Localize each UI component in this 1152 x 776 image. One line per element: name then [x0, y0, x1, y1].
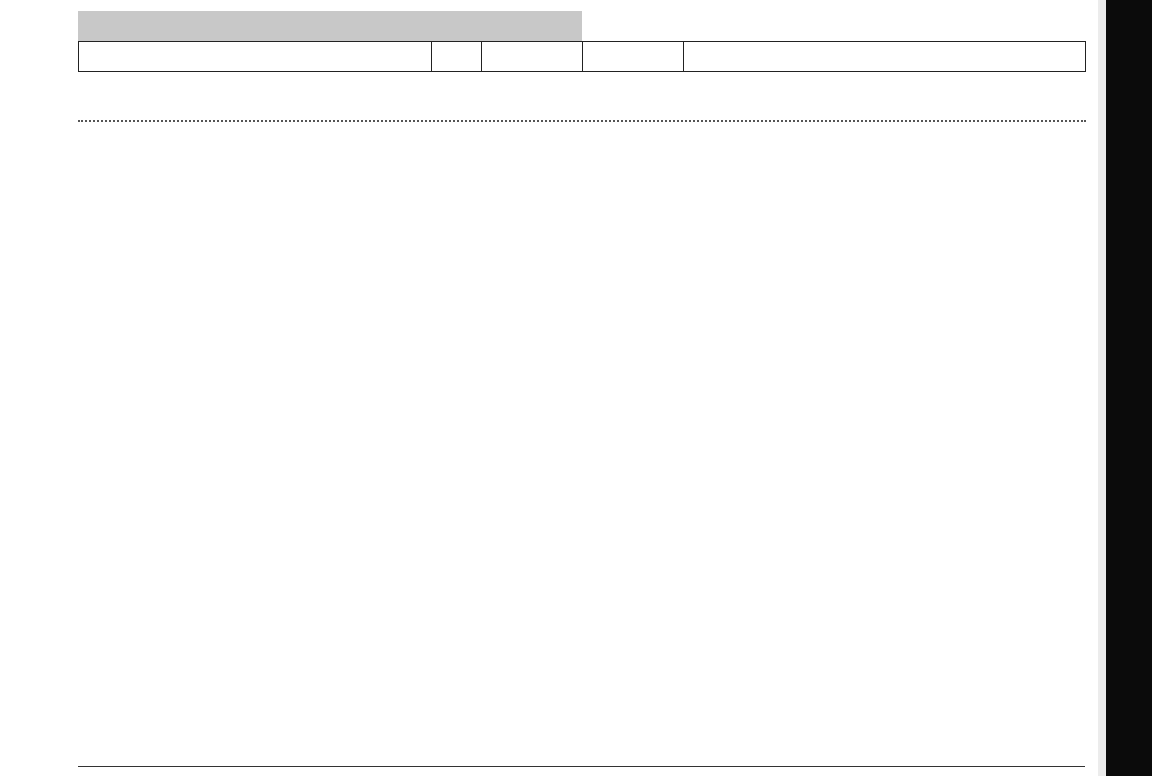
profile-row — [78, 72, 1086, 122]
profile-flag — [431, 72, 481, 120]
column-header-result — [482, 42, 583, 71]
section-title — [78, 11, 582, 41]
column-header-name — [79, 42, 432, 71]
profile-units — [582, 72, 683, 120]
profile-result — [481, 72, 582, 120]
table-header — [78, 41, 1086, 72]
column-header-flag — [432, 42, 482, 71]
column-header-units — [583, 42, 684, 71]
bottom-rule — [78, 766, 1085, 767]
viewer-dark-border — [1106, 0, 1152, 776]
profile-reference — [683, 72, 1083, 120]
page-right-edge — [1098, 0, 1106, 776]
column-header-reference — [684, 42, 1084, 71]
profile-name — [78, 72, 431, 120]
